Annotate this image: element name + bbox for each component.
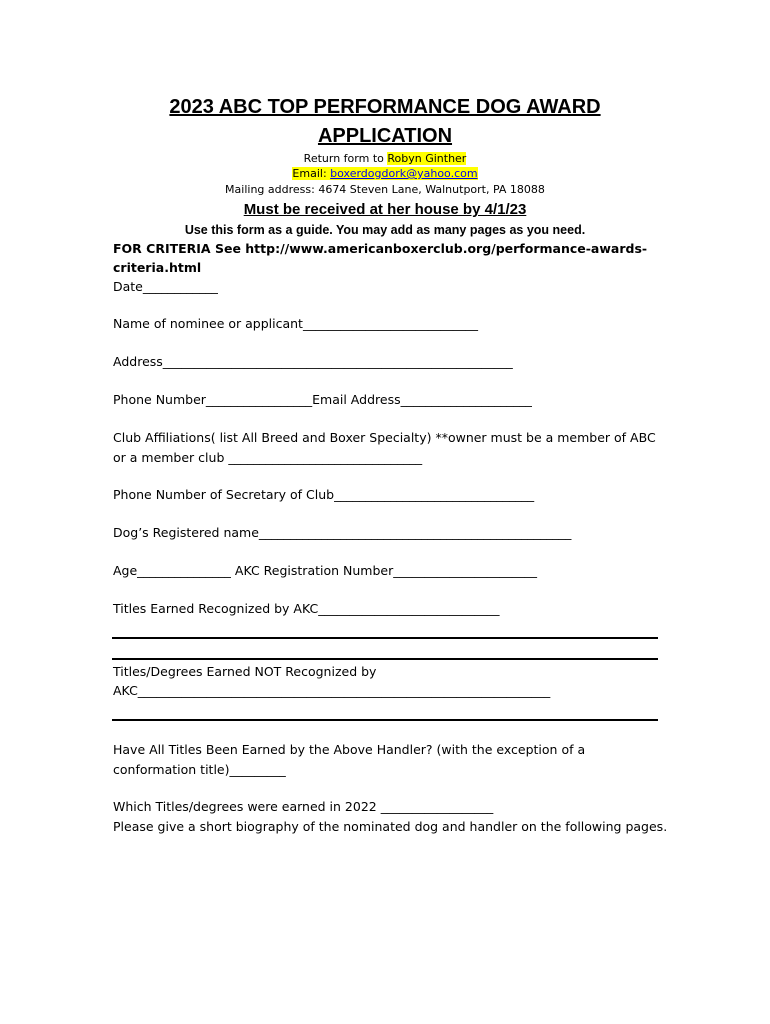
return-prefix: Return form to [303,152,388,165]
same-handler-line-1: Have All Titles Been Earned by the Above Handler? (with the exception of a [113,742,586,757]
divider-line [112,658,658,660]
mailing-address: Mailing address: 4674 Steven Lane, Walnutport, PA 18088 [225,183,545,196]
email-prefix: Email: [292,167,331,180]
address-field[interactable]: Address________________________________________________________ [113,354,513,369]
date-field[interactable]: Date____________ [113,279,218,294]
divider-line [112,637,658,639]
secretary-phone-field[interactable]: Phone Number of Secretary of Club________________________________ [113,487,535,502]
biography-instruction: Please give a short biography of the nominated dog and handler on the following pages. [113,819,668,834]
return-name: Robyn Ginther [387,152,467,165]
titles-not-akc-line-1: Titles/Degrees Earned NOT Recognized by [113,664,377,679]
nominee-name-field[interactable]: Name of nominee or applicant____________________________ [113,316,478,331]
criteria-line-1: FOR CRITERIA See http://www.americanboxerclub.org/performance-awards- [113,241,648,256]
same-handler-field[interactable]: conformation title)_________ [113,762,286,777]
divider-line [112,719,658,721]
email-link[interactable]: boxerdogdork@yahoo.com [330,167,478,180]
email-line [0,167,770,180]
deadline-notice: Must be received at her house by 4/1/23 [243,201,527,218]
guide-note: Use this form as a guide. You may add as many pages as you need. [184,223,586,237]
age-akc-registration-field[interactable]: Age_______________ AKC Registration Number_______________________ [113,563,537,578]
form-title-line-2: APPLICATION [317,125,453,147]
titles-2022-field[interactable]: Which Titles/degrees were earned in 2022 __________________ [113,799,494,814]
titles-akc-field[interactable]: Titles Earned Recognized by AKC_____________________________ [113,601,500,616]
criteria-line-2: criteria.html [113,260,202,275]
club-affiliations-line-1: Club Affiliations( list All Breed and Boxer Specialty) **owner must be a member of ABC [113,430,656,445]
club-affiliations-field[interactable]: or a member club _______________________________ [113,450,423,465]
dog-registered-name-field[interactable]: Dog’s Registered name__________________________________________________ [113,525,572,540]
titles-not-akc-field[interactable]: AKC__________________________________________________________________ [113,683,551,698]
form-title-line-1: 2023 ABC TOP PERFORMANCE DOG AWARD [169,96,601,118]
return-to-line [0,152,770,165]
phone-email-field[interactable]: Phone Number_________________Email Address_____________________ [113,392,532,407]
